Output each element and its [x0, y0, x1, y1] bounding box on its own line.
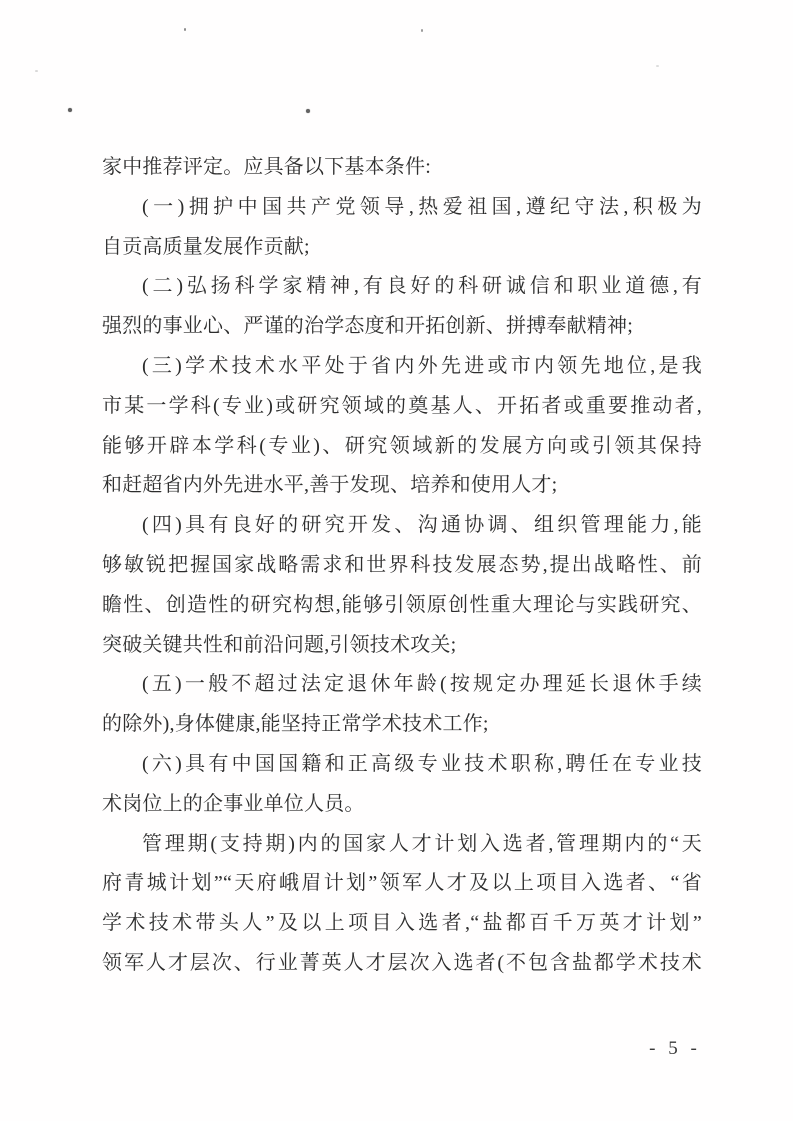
page-number: - 5 -: [649, 1038, 701, 1059]
text-line: 的除外),身体健康,能坚持正常学术技术工作;: [102, 713, 489, 736]
scan-artifact: [184, 28, 186, 31]
text-line: 能够开辟本学科(专业)、研究领域新的发展方向或引领其保持: [102, 434, 702, 457]
text-line: (一)拥护中国共产党领导,热爱祖国,遵纪守法,积极为: [142, 195, 702, 218]
text-line: (二)弘扬科学家精神,有良好的科研诚信和职业道德,有: [142, 275, 702, 298]
scan-artifact: [306, 109, 310, 113]
text-line: 管理期(支持期)内的国家人才计划入选者,管理期内的“天: [142, 832, 702, 855]
scan-artifact: [421, 29, 423, 32]
text-line: 瞻性、创造性的研究构想,能够引领原创性重大理论与实践研究、: [102, 593, 702, 616]
text-line: 和赶超省内外先进水平,善于发现、培养和使用人才;: [102, 474, 558, 497]
scan-artifact: [68, 108, 72, 112]
text-line: (三)学术技术水平处于省内外先进或市内领先地位,是我: [142, 354, 702, 377]
text-line: 领军人才层次、行业菁英人才层次入选者(不包含盐都学术技术: [102, 951, 702, 974]
text-line: 够敏锐把握国家战略需求和世界科技发展态势,提出战略性、前: [102, 553, 702, 576]
text-line: 突破关键共性和前沿问题,引领技术攻关;: [102, 633, 457, 656]
text-line: (六)具有中国国籍和正高级专业技术职称,聘任在专业技: [142, 752, 702, 775]
scan-artifact: [656, 65, 659, 67]
text-line: 家中推荐评定。应具备以下基本条件:: [102, 156, 431, 178]
document-body: [102, 148, 702, 984]
text-line: 自贡高质量发展作贡献;: [102, 235, 310, 258]
text-line: (五)一般不超过法定退休年龄(按规定办理延长退休手续: [142, 673, 702, 696]
text-line: (四)具有良好的研究开发、沟通协调、组织管理能力,能: [142, 514, 702, 537]
text-line: 强烈的事业心、严谨的治学态度和开拓创新、拼搏奉献精神;: [102, 315, 633, 338]
text-line: 府青城计划”“天府峨眉计划”领军人才及以上项目入选者、“省: [102, 872, 702, 895]
text-line: 学术技术带头人”及以上项目入选者,“盐都百千万英才计划”: [102, 912, 702, 935]
scan-artifact: [35, 70, 38, 72]
text-line: 市某一学科(专业)或研究领域的奠基人、开拓者或重要推动者,: [102, 394, 702, 417]
text-line: 术岗位上的企事业单位人员。: [102, 792, 365, 815]
